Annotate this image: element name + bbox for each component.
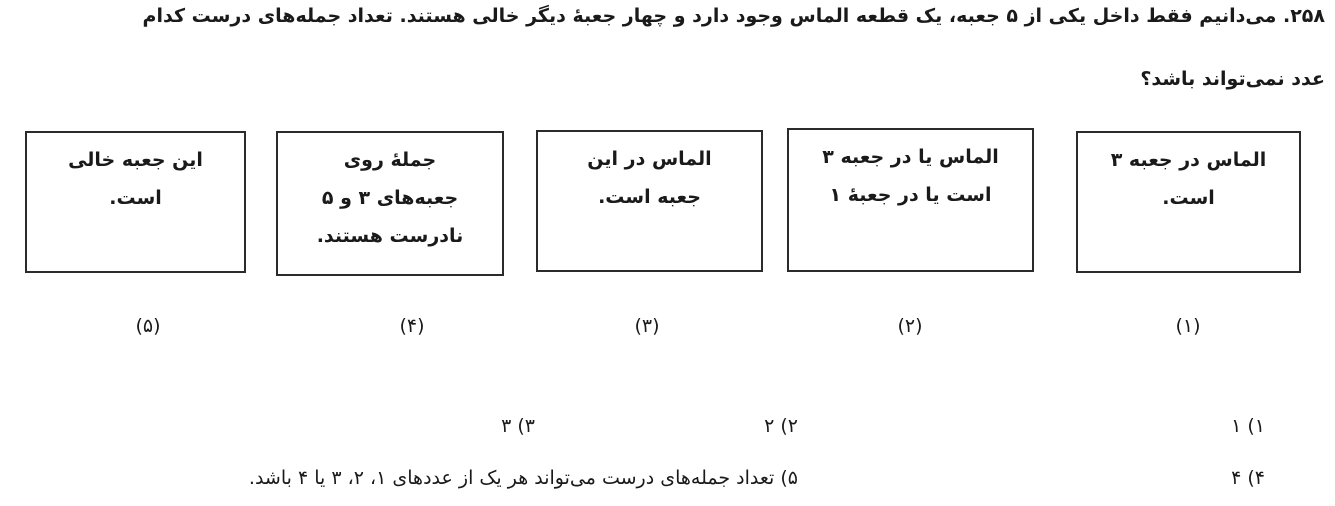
option-1-marker: ۱) xyxy=(1247,415,1265,437)
box-3-line-2: جعبه است. xyxy=(598,186,701,208)
box-4-line-1: جملهٔ روی xyxy=(343,149,437,171)
box-4 xyxy=(276,131,504,276)
box-1-label: (۱) xyxy=(1175,315,1201,337)
box-3-line-1: الماس در این xyxy=(587,148,712,170)
option-5-marker: ۵) xyxy=(780,467,798,489)
box-2 xyxy=(787,128,1034,272)
box-5-line-2: است. xyxy=(109,187,162,209)
box-4-line-2: جعبه‌های ۳ و ۵ xyxy=(321,187,459,209)
box-5-line-1: این جعبه خالی xyxy=(68,149,203,171)
box-1-line-2: است. xyxy=(1162,187,1215,209)
answer-option-5[interactable] xyxy=(249,465,798,491)
option-3-text: ۳ xyxy=(501,415,512,437)
option-5-text: تعداد جمله‌های درست می‌تواند هر یک از عددهای ۱، ۲، ۳ یا ۴ باشد. xyxy=(248,467,775,489)
answer-option-3[interactable] xyxy=(501,413,535,439)
answer-option-2[interactable] xyxy=(764,413,798,439)
question-stem-line-1 xyxy=(143,3,1325,29)
box-1 xyxy=(1076,131,1301,273)
box-3 xyxy=(536,130,763,272)
box-4-label: (۴) xyxy=(399,315,425,337)
box-2-line-1: الماس یا در جعبه ۳ xyxy=(822,146,999,168)
box-1-line-1: الماس در جعبه ۳ xyxy=(1110,149,1267,171)
box-3-label: (۳) xyxy=(634,315,660,337)
question-stem-line-2: عدد نمی‌تواند باشد؟ xyxy=(1140,68,1325,90)
option-4-text: ۴ xyxy=(1231,467,1242,489)
option-1-text: ۱ xyxy=(1231,415,1242,437)
box-2-line-2: است یا در جعبهٔ ۱ xyxy=(829,184,992,206)
box-4-line-3: نادرست هستند. xyxy=(316,225,464,247)
answer-option-1[interactable] xyxy=(1231,413,1265,439)
answer-option-4[interactable] xyxy=(1231,465,1265,491)
box-5 xyxy=(25,131,246,273)
option-2-marker: ۲) xyxy=(780,415,798,437)
option-2-text: ۲ xyxy=(764,415,775,437)
box-5-label: (۵) xyxy=(135,315,161,337)
option-4-marker: ۴) xyxy=(1247,467,1265,489)
option-3-marker: ۳) xyxy=(517,415,535,437)
box-2-label: (۲) xyxy=(897,315,923,337)
question-text-1: می‌دانیم فقط داخل یکی از ۵ جعبه، یک قطعه الماس وجود دارد و چهار جعبهٔ دیگر خالی هستند. تعداد جمله‌های درست کدام xyxy=(142,5,1277,27)
question-number: ۲۵۸. xyxy=(1282,5,1325,27)
